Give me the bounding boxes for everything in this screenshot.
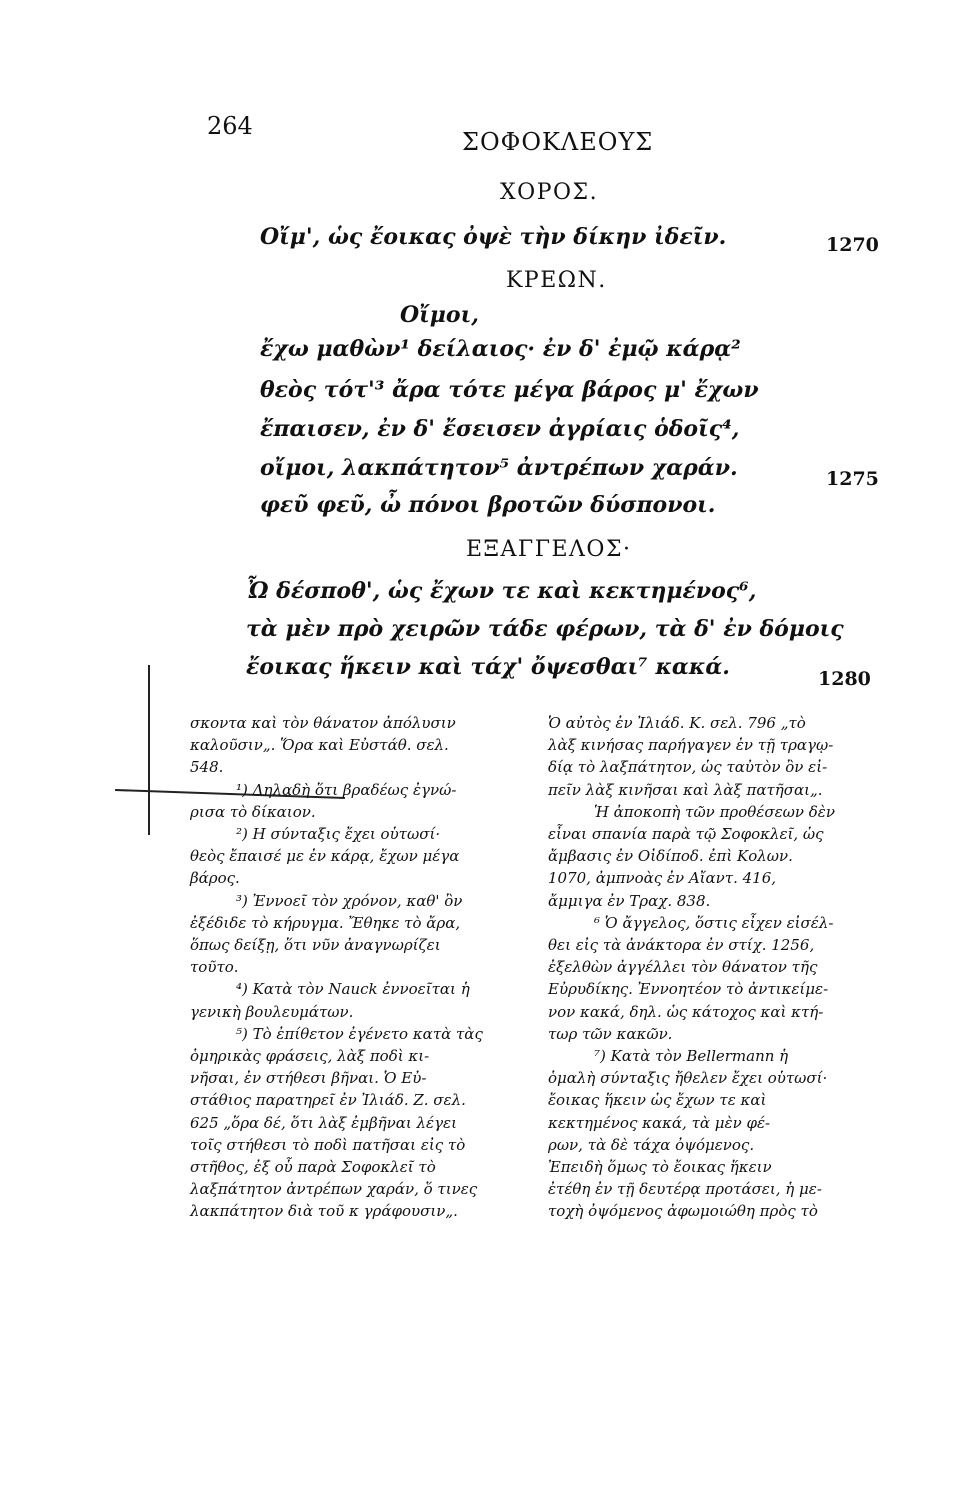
note-line: ἐξελθὼν ἀγγέλλει τὸν θάνατον τῆς — [548, 958, 818, 977]
note-line: θεὸς ἔπαισέ με ἐν κάρᾳ, ἔχων μέγα — [190, 847, 460, 866]
note-line: ὁμαλὴ σύνταξις ἤθελεν ἔχει οὑτωσί· — [548, 1069, 828, 1088]
verse-line: Οἴμ', ὡς ἔοικας ὀψὲ τὴν δίκην ἰδεῖν. — [260, 224, 727, 250]
line-number: 1280 — [818, 668, 871, 690]
speaker-creon: ΚΡΕΩΝ. — [506, 268, 607, 293]
note-line: τοῦτο. — [190, 958, 239, 977]
margin-pencil-mark — [148, 665, 150, 835]
note-line: ³) Ἐννοεῖ τὸν χρόνον, καθ' ὃν — [236, 891, 463, 910]
note-line: Ἡ ἀποκοπὴ τῶν προθέσεων δὲν — [594, 802, 835, 821]
note-line: Εὐρυδίκης. Ἐννοητέον τὸ ἀντικείμε- — [548, 980, 829, 999]
note-line: καλοῦσιν„. Ὅρα καὶ Εὐστάθ. σελ. — [190, 736, 449, 755]
line-number: 1275 — [826, 468, 879, 490]
verse-line: ἔοικας ἥκειν καὶ τάχ' ὄψεσθαι⁷ κακά. — [246, 654, 730, 680]
speaker-messenger: ΕΞΑΓΓΕΛΟΣ· — [466, 537, 632, 562]
note-line: λὰξ κινήσας παρήγαγεν ἐν τῇ τραγῳ- — [548, 736, 834, 755]
note-line: ὅπως δείξῃ, ὅτι νῦν ἀναγνωρίζει — [190, 936, 441, 955]
note-line: ρων, τὰ δὲ τάχα ὀψόμενος. — [548, 1135, 755, 1154]
note-line: πεῖν λὰξ κινῆσαι καὶ λὰξ πατῆσαι„. — [548, 780, 823, 799]
note-line: στάθιος παρατηρεῖ ἐν Ἰλιάδ. Ζ. σελ. — [190, 1091, 466, 1110]
note-line: ⁷) Κατὰ τὸν Bellermann ἡ — [594, 1047, 789, 1066]
note-line: θει εἰς τὰ ἀνάκτορα ἐν στίχ. 1256, — [548, 936, 815, 955]
note-line: νῆσαι, ἐν στήθεσι βῆναι. Ὁ Εὐ- — [190, 1069, 427, 1088]
verse-line: φεῦ φεῦ, ὦ πόνοι βροτῶν δύσπονοι. — [260, 492, 716, 518]
note-line: ἄμμιγα ἐν Τραχ. 838. — [548, 891, 711, 910]
page-number: 264 — [207, 112, 253, 140]
running-title: ΣΟΦΟΚΛΕΟΥΣ — [462, 128, 654, 156]
verse-line: θεὸς τότ'³ ἄρα τότε μέγα βάρος μ' ἔχων — [260, 377, 759, 403]
line-number: 1270 — [826, 234, 879, 256]
note-line: ²) Η σύνταξις ἔχει οὑτωσί· — [236, 825, 441, 844]
note-line: ἔοικας ἥκειν ὡς ἔχων τε καὶ — [548, 1091, 767, 1110]
note-line: σκοντα καὶ τὸν θάνατον ἀπόλυσιν — [190, 714, 456, 732]
note-line: ⁴) Κατὰ τὸν Nauck ἐννοεῖται ἡ — [236, 980, 470, 999]
note-line: τοχὴ ὀψόμενος ἀφωμοιώθη πρὸς τὸ — [548, 1202, 818, 1221]
note-line: λαξπάτητον ἀντρέπων χαράν, ὅ τινες — [190, 1180, 478, 1199]
verse-line: ἔχω μαθὼν¹ δείλαιος· ἐν δ' ἐμῷ κάρᾳ² — [260, 336, 741, 362]
note-line: βάρος. — [190, 869, 240, 888]
note-line: νον κακά, δηλ. ὡς κάτοχος καὶ κτή- — [548, 1002, 824, 1021]
note-line: ἐξέδιδε τὸ κήρυγμα. Ἔθηκε τὸ ἄρα, — [190, 913, 461, 932]
note-line: τωρ τῶν κακῶν. — [548, 1024, 673, 1043]
verse-line: οἴμοι, λακπάτητον⁵ ἀντρέπων χαράν. — [260, 455, 738, 481]
note-line: κεκτημένος κακά, τὰ μὲν φέ- — [548, 1113, 771, 1132]
note-line: τοῖς στήθεσι τὸ ποδὶ πατῆσαι εἰς τὸ — [190, 1135, 466, 1154]
note-line: 548. — [190, 758, 224, 777]
note-line: ⁶ Ὁ ἄγγελος, ὅστις εἶχεν εἰσέλ- — [594, 913, 834, 932]
footnotes-right — [548, 712, 888, 1223]
note-line: γενικὴ βουλευμάτων. — [190, 1002, 354, 1021]
note-line: λακπάτητον διὰ τοῦ κ γράφουσιν„. — [190, 1202, 458, 1221]
speaker-chorus: ΧΟΡΟΣ. — [500, 180, 599, 205]
verse-line: ἔπαισεν, ἐν δ' ἔσεισεν ἀγρίαις ὁδοῖς⁴, — [260, 416, 740, 442]
note-line: Ἐπειδὴ ὅμως τὸ ἔοικας ἥκειν — [548, 1158, 772, 1177]
note-line: δίᾳ τὸ λαξπάτητον, ὡς ταὐτὸν ὂν εἰ- — [548, 758, 828, 777]
note-line: 625 „ὅρα δέ, ὅτι λὰξ ἐμβῆναι λέγει — [190, 1113, 457, 1132]
note-line: ὁμηρικὰς φράσεις, λὰξ ποδὶ κι- — [190, 1047, 430, 1066]
note-line: εἶναι σπανία παρὰ τῷ Σοφοκλεῖ, ὡς — [548, 825, 824, 844]
note-line: ἐτέθη ἐν τῇ δευτέρᾳ προτάσει, ἡ με- — [548, 1180, 822, 1199]
note-line: Ὁ αὐτὸς ἐν Ἰλιάδ. Κ. σελ. 796 „τὸ — [548, 714, 806, 732]
note-line: στῆθος, ἐξ οὗ παρὰ Σοφοκλεῖ τὸ — [190, 1158, 436, 1177]
footnotes-left — [190, 712, 530, 1223]
verse-line: Οἴμοι, — [400, 302, 479, 328]
note-line: 1070, ἀμπνοὰς ἐν Αἴαντ. 416, — [548, 869, 777, 888]
verse-line: Ὦ δέσποθ', ὡς ἔχων τε καὶ κεκτημένος⁶, — [246, 578, 757, 604]
note-line: ⁵) Τὸ ἐπίθετον ἐγένετο κατὰ τὰς — [236, 1024, 483, 1043]
note-line: ¹) Δηλαδὴ ὅτι βραδέως ἐγνώ- — [236, 780, 457, 799]
note-line: ἄμβασις ἐν Οἰδίποδ. ἐπὶ Κολων. — [548, 847, 793, 866]
verse-line: τὰ μὲν πρὸ χειρῶν τάδε φέρων, τὰ δ' ἐν δόμοις — [246, 616, 844, 642]
note-line: ρισα τὸ δίκαιον. — [190, 802, 316, 821]
